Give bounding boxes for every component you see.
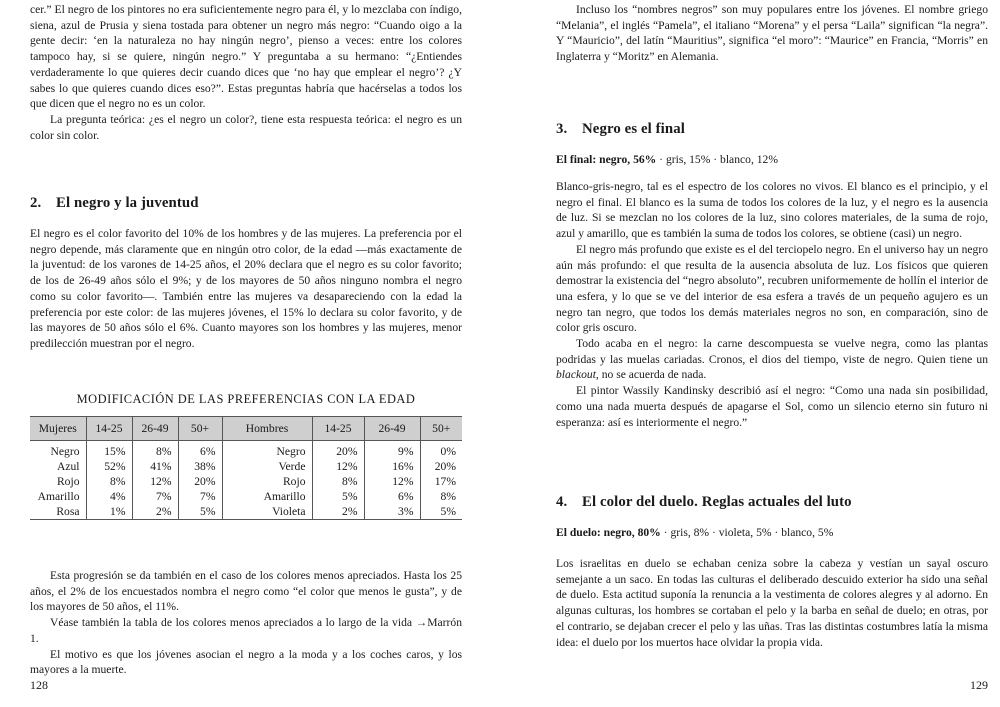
table-cell: 16% — [364, 459, 420, 474]
table-cell: 1% — [86, 504, 132, 520]
section-4-stat-bold: El duelo: negro, 80% — [556, 526, 661, 539]
table-cell: 12% — [312, 459, 364, 474]
table-header-cell: 14-25 — [86, 417, 132, 441]
section-4-stat-line — [556, 525, 988, 540]
table-cell: Azul — [30, 459, 86, 474]
table-cell: 17% — [434, 475, 456, 488]
right-page — [556, 0, 988, 707]
preferences-table-block — [30, 416, 462, 520]
preferences-table — [30, 416, 462, 520]
section-2-number: 2. — [30, 195, 42, 211]
section-3-paragraph-1: Blanco-gris-negro, tal es el espectro de los colores no vivos. El blanco es el principio, y el negro el final. El blanco es la suma de todos los colores de la luz, y el negro es la ausencia de luz. Si se mezclan no los colores de la luz, sino colores materiales, de la suma de rojo, azul y amarillo, que es también la suma de todos los colores, se obtiene (casi) un negro. — [556, 180, 988, 241]
section-3-paragraph-3-start: Todo acaba en el negro: la carne descompuesta se vuelve negra, como las plantas podridas y las muelas cariadas. Cronos, el dios del tiempo, viste de negro. Quien tiene un — [556, 337, 988, 366]
table-cell: 41% — [132, 459, 178, 474]
table-cell: 7% — [132, 489, 178, 504]
table-cell: 12% — [132, 474, 178, 489]
table-cell: Rojo — [30, 474, 86, 489]
table-header-cell: 50+ — [178, 417, 222, 441]
right-intro-block — [556, 2, 988, 65]
table-cell: Negro — [30, 441, 86, 460]
left-page-number: 128 — [30, 678, 48, 692]
section-2-body — [30, 226, 462, 352]
table-cell: 8% — [132, 441, 178, 460]
table-caption: MODIFICACIÓN DE LAS PREFERENCIAS CON LA EDAD — [76, 392, 416, 406]
section-3-paragraph-3-end: , no se acuerda de nada. — [595, 368, 707, 382]
table-cell: 3% — [364, 504, 420, 520]
section-3-body — [556, 179, 988, 430]
section-4-stat — [556, 525, 988, 540]
section-4-heading — [556, 493, 988, 511]
table-cell: 2% — [312, 504, 364, 520]
table-header-cell: 26-49 — [132, 417, 178, 441]
section-2-title-text: El negro y la juventud — [56, 195, 199, 211]
table-row — [30, 459, 462, 474]
table-cell: Rojo — [222, 474, 312, 489]
table-cell: 15% — [86, 441, 132, 460]
table-row — [30, 441, 462, 460]
table-cell: 8% — [86, 474, 132, 489]
table-cell: Rosa — [30, 504, 86, 520]
table-header-cell: Mujeres — [30, 417, 86, 441]
section-3-heading — [556, 120, 988, 138]
table-header-cell: 14-25 — [312, 417, 364, 441]
table-cell: 38% — [178, 459, 222, 474]
motive-paragraph: El motivo es que los jóvenes asocian el negro a la moda y a los coches caros, y los mayores a la muerte. — [30, 647, 462, 677]
section-3-paragraph-2: El negro más profundo que existe es el del terciopelo negro. En el universo hay un negro aún más profundo: el que resulta de la ausencia absoluta de luz. Los físicos que quieren demostrar la existencia del “negro absoluto”, recubren uniformemente de hollín el interior de una esfera, y lo que se ve del interior de esa esfera a través de un pequeño agujero es un negro tan negro, que todos los demás materiales negros no son, en comparación, sino de color gris oscuro. — [556, 242, 988, 335]
section-4-stat-rest: · gris, 8% · violeta, 5% · blanco, 5% — [660, 526, 834, 539]
section-2-paragraph: El negro es el color favorito del 10% de los hombres y de las mujeres. La preferencia por el negro depende, más claramente que en ningún otro color, de la edad —más exactamente de la juventud: de los varones de 14-25 años, el 20% declara que el negro es su color favorito; de los de 26-49 años sólo el 9%; y de los mayores de 50 años ninguno nombra el negro como su color favorito—. También entre las mujeres va desapareciendo con la edad la preferencia por este color: de las mujeres jóvenes, el 15% lo declara su color favorito, y de las mayores de 50 años sólo el 6%. Cuanto mayores son los hombres y las mujeres, menor predilección muestran por el negro. — [30, 227, 462, 350]
section-4-title — [556, 493, 988, 511]
table-cell: 12% — [364, 474, 420, 489]
table-row — [30, 474, 462, 489]
table-cell: 8% — [312, 474, 364, 489]
table-cell: 5% — [178, 504, 222, 520]
table-cell: Violeta — [222, 504, 312, 520]
table-cell: Amarillo — [222, 489, 312, 504]
section-4-body — [556, 556, 988, 650]
section-3-stat-rest: · gris, 15% · blanco, 12% — [656, 153, 778, 166]
table-cell: 0% — [440, 445, 456, 458]
table-cell: 6% — [178, 441, 222, 460]
table-cell: Negro — [222, 441, 312, 460]
section-4-title-text: El color del duelo. Reglas actuales del luto — [582, 494, 852, 510]
section-2-title — [30, 194, 462, 212]
table-cell: 20% — [434, 460, 456, 473]
section-3-paragraph-4: El pintor Wassily Kandinsky describió así el negro: “Como una nada sin posibilidad, como una nada muerta después de apagarse el Sol, como un silencio eterno sin futuro ni esperanza: así es interiormente el negro.” — [556, 384, 988, 429]
table-cell: 6% — [364, 489, 420, 504]
table-cell: 4% — [86, 489, 132, 504]
section-3-stat-bold: El final: negro, 56% — [556, 153, 657, 166]
table-cell: 20% — [178, 474, 222, 489]
table-cell: Amarillo — [30, 489, 86, 504]
left-intro-paragraph: cer.” El negro de los pintores no era suficientemente negro para él, y lo mezclaba con índigo, siena, azul de Prusia y siena tostada para obtener un negro más negro: “Cuando oigo a la gente decir: ‘en la naturaleza no hay ningún negro’, pienso a veces: entre los colores tampoco hay, si se quiere, ningún negro.” Y preguntaba a su hermano: “¿Entiendes verdaderamente lo que quieres decir cuando dices que ‘no hay que emplear el negro’? ¿Y sabes lo que quieres cuando dices eso?”. Estas preguntas habría que hacérselas a todos los que dicen que el negro no es un color. — [30, 3, 462, 111]
left-intro-block — [30, 2, 462, 143]
table-row — [30, 489, 462, 504]
see-also-paragraph: Véase también la tabla de los colores menos apreciados a lo largo de la vida →Marrón 1. — [30, 616, 462, 645]
blackout-term: blackout — [556, 368, 596, 382]
section-3-title-text: Negro es el final — [582, 121, 685, 137]
table-header-cell: Hombres — [222, 417, 312, 441]
table-cell: 5% — [420, 504, 462, 520]
section-3-stat — [556, 152, 988, 167]
table-cell: Verde — [222, 459, 312, 474]
section-3-title — [556, 120, 988, 138]
table-cell: 2% — [132, 504, 178, 520]
table-cell: 8% — [440, 490, 456, 503]
table-header-row — [30, 417, 462, 441]
section-4-number: 4. — [556, 494, 568, 510]
table-row — [30, 504, 462, 520]
table-cell: 20% — [312, 441, 364, 460]
section-4-paragraph: Los israelitas en duelo se echaban ceniza sobre la cabeza y vestían un sayal oscuro semejante a un saco. En todas las culturas el deliberado descuido exterior ha sido una señal de duelo. Esta actitud suponía la renuncia a la vestimenta de colores alegres y al adorno. En algunas culturas, los hombres se cortaban el pelo y la barba en señal de duelo; en otras, por el contrario, se dejaban crecer el pelo y las uñas. Tras las distintas costumbres latía la misma idea: el duelo por los muertos hace olvidar la propia vida. — [556, 557, 988, 649]
table-caption-block — [30, 391, 462, 407]
progression-paragraph: Esta progresión se da también en el caso de los colores menos apreciados. Hasta los 25 años, el 2% de los encuestados nombra el negro como “el color que menos le gusta”, y de los mayores de 50 años, el 11%. — [30, 569, 462, 614]
table-cell: 7% — [178, 489, 222, 504]
theory-paragraph: La pregunta teórica: ¿es el negro un color?, tiene esta respuesta teórica: el negro es un color sin color. — [30, 112, 462, 142]
section-2-heading — [30, 194, 462, 212]
table-cell: 9% — [364, 441, 420, 460]
right-intro-paragraph: Incluso los “nombres negros” son muy populares entre los jóvenes. El nombre griego “Melania”, el inglés “Pamela”, el italiano “Morena” y el persa “Laila” significan “la negra”. Y “Mauricio”, del latín “Mauritius”, significa “el moro”: “Maurice” en Francia, “Morris” en Inglaterra y “Moritz” en Alemania. — [556, 3, 988, 64]
table-cell: 5% — [312, 489, 364, 504]
table-header-cell: 50+ — [420, 417, 462, 441]
right-page-number: 129 — [970, 678, 988, 692]
table-header-cell: 26-49 — [364, 417, 420, 441]
table-cell: 52% — [86, 459, 132, 474]
left-closing-block — [30, 568, 462, 678]
section-3-number: 3. — [556, 121, 568, 137]
section-3-paragraph-3 — [556, 336, 988, 383]
section-3-stat-line — [556, 152, 988, 167]
left-page — [30, 0, 462, 707]
